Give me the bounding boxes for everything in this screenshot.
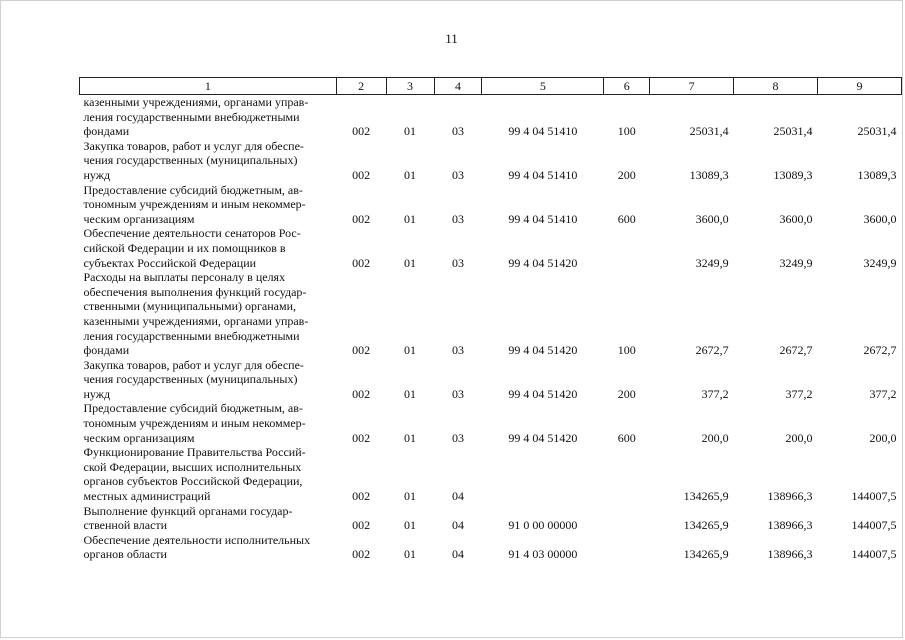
cell-c4: 03 <box>451 167 464 182</box>
cell-c4: 04 <box>451 518 464 533</box>
cell-c4: 03 <box>451 211 464 226</box>
cell-c9: 144007,5 <box>851 518 897 533</box>
row-name-line: нужд <box>83 167 111 182</box>
row-name-cell <box>80 183 337 227</box>
cell-c8: 200,0 <box>785 430 813 445</box>
column-header: 1 <box>80 78 337 95</box>
cell-c5: 99 4 04 51420 <box>508 430 578 445</box>
table-row <box>80 183 902 227</box>
cell-c8: 13089,3 <box>773 167 813 182</box>
table-body <box>80 95 902 563</box>
cell-c9: 13089,3 <box>857 167 897 182</box>
cell-c2: 002 <box>352 167 371 182</box>
cell-c5 <box>482 445 604 503</box>
cell-c7: 134265,9 <box>683 489 729 504</box>
cell-c5: 91 4 03 00000 <box>508 547 578 562</box>
cell-c9: 144007,5 <box>851 489 897 504</box>
row-name-line: чения государственных (муниципальных) <box>83 372 298 387</box>
cell-c6 <box>604 226 650 270</box>
row-name-line: Предоставление субсидий бюджетным, ав- <box>83 182 303 197</box>
cell-c7: 3600,0 <box>695 211 729 226</box>
cell-c9: 2672,7 <box>863 343 897 358</box>
row-name-line: Закупка товаров, работ и услуг для обеспе- <box>83 138 304 153</box>
column-header: 6 <box>604 78 650 95</box>
row-name-line: органов области <box>83 547 167 562</box>
table-row <box>80 504 902 533</box>
cell-c2: 002 <box>352 255 371 270</box>
row-name-line: Обеспечение деятельности исполнительных <box>83 532 311 547</box>
cell-c4: 03 <box>451 343 464 358</box>
cell-c8: 2672,7 <box>779 343 813 358</box>
row-name-line: ления государственными внебюджетными <box>83 109 300 124</box>
row-name-line: казенными учреждениями, органами управ- <box>83 313 309 328</box>
row-name-line: ления государственными внебюджетными <box>83 328 300 343</box>
table-row <box>80 139 902 183</box>
cell-c8: 138966,3 <box>767 489 813 504</box>
cell-c6: 100 <box>617 343 636 358</box>
cell-c3: 01 <box>404 518 417 533</box>
cell-c3: 01 <box>404 255 417 270</box>
cell-c7: 134265,9 <box>683 518 729 533</box>
table-row <box>80 445 902 503</box>
row-name-line: фондами <box>83 124 130 139</box>
row-name-line: тономным учреждениям и иным некоммер- <box>83 416 306 431</box>
cell-c7: 134265,9 <box>683 547 729 562</box>
cell-c9: 3249,9 <box>863 255 897 270</box>
row-name-line: тономным учреждениям и иным некоммер- <box>83 197 306 212</box>
row-name-line: Закупка товаров, работ и услуг для обеспе- <box>83 357 304 372</box>
column-header: 3 <box>386 78 434 95</box>
cell-c4: 03 <box>451 124 464 139</box>
row-name-line: ственной власти <box>83 518 168 533</box>
table-row <box>80 533 902 562</box>
cell-c5: 99 4 04 51420 <box>508 255 578 270</box>
cell-c4: 04 <box>451 489 464 504</box>
cell-c5: 99 4 04 51410 <box>508 167 578 182</box>
cell-c8: 138966,3 <box>767 547 813 562</box>
cell-c3: 01 <box>404 386 417 401</box>
cell-c2: 002 <box>352 430 371 445</box>
cell-c4: 03 <box>451 430 464 445</box>
cell-c6 <box>604 504 650 533</box>
row-name-line: органов субъектов Российской Федерации, <box>83 474 303 489</box>
column-header: 2 <box>336 78 386 95</box>
column-header: 4 <box>434 78 482 95</box>
cell-c6: 100 <box>617 124 636 139</box>
cell-c6: 600 <box>617 430 636 445</box>
cell-c9: 144007,5 <box>851 547 897 562</box>
row-name-line: субъектах Российской Федерации <box>83 255 257 270</box>
row-name-line: Предоставление субсидий бюджетным, ав- <box>83 401 303 416</box>
row-name-line: обеспечения выполнения функций государ- <box>83 284 307 299</box>
row-name-line: ческим организациям <box>83 211 195 226</box>
column-header: 8 <box>734 78 818 95</box>
cell-c3: 01 <box>404 211 417 226</box>
row-name-line: местных администраций <box>83 489 211 504</box>
cell-c4: 03 <box>451 255 464 270</box>
row-name-line: фондами <box>83 343 130 358</box>
column-header: 9 <box>818 78 902 95</box>
cell-c7: 377,2 <box>701 386 729 401</box>
cell-c3: 01 <box>404 167 417 182</box>
cell-c2: 002 <box>352 386 371 401</box>
cell-c6: 600 <box>617 211 636 226</box>
row-name-cell <box>80 445 337 503</box>
cell-c7: 3249,9 <box>695 255 729 270</box>
cell-c6: 200 <box>617 386 636 401</box>
row-name-line: сийской Федерации и их помощников в <box>83 240 286 255</box>
cell-c5: 91 0 00 00000 <box>508 518 578 533</box>
table-row <box>80 358 902 402</box>
table-row <box>80 270 902 358</box>
row-name-line: ской Федерации, высших исполнительных <box>83 459 302 474</box>
cell-c3: 01 <box>404 489 417 504</box>
table-row <box>80 226 902 270</box>
cell-c8: 3600,0 <box>779 211 813 226</box>
cell-c9: 200,0 <box>869 430 897 445</box>
cell-c9: 3600,0 <box>863 211 897 226</box>
row-name-cell <box>80 358 337 402</box>
row-name-line: Выполнение функций органами государ- <box>83 503 293 518</box>
cell-c2: 002 <box>352 343 371 358</box>
table-row <box>80 401 902 445</box>
cell-c8: 25031,4 <box>773 124 813 139</box>
cell-c3: 01 <box>404 343 417 358</box>
cell-c3: 01 <box>404 547 417 562</box>
cell-c7: 13089,3 <box>689 167 729 182</box>
cell-c2: 002 <box>352 518 371 533</box>
column-header: 5 <box>482 78 604 95</box>
row-name-line: Функционирование Правительства Россий- <box>83 445 306 460</box>
cell-c6 <box>604 445 650 503</box>
cell-c5: 99 4 04 51420 <box>508 386 578 401</box>
row-name-line: ческим организациям <box>83 430 195 445</box>
cell-c3: 01 <box>404 124 417 139</box>
cell-c5: 99 4 04 51410 <box>508 124 578 139</box>
column-header: 7 <box>650 78 734 95</box>
cell-c8: 138966,3 <box>767 518 813 533</box>
budget-table <box>79 77 902 562</box>
row-name-line: ственными (муниципальными) органами, <box>83 299 297 314</box>
cell-c9: 377,2 <box>869 386 897 401</box>
row-name-cell <box>80 226 337 270</box>
row-name-cell <box>80 504 337 533</box>
row-name-cell <box>80 401 337 445</box>
cell-c5: 99 4 04 51410 <box>508 211 578 226</box>
cell-c4: 03 <box>451 386 464 401</box>
cell-c6: 200 <box>617 167 636 182</box>
cell-c7: 25031,4 <box>689 124 729 139</box>
table-header-row <box>80 78 902 95</box>
cell-c8: 3249,9 <box>779 255 813 270</box>
cell-c2: 002 <box>352 124 371 139</box>
cell-c9: 25031,4 <box>857 124 897 139</box>
page-number: 11 <box>445 31 458 46</box>
cell-c8: 377,2 <box>785 386 813 401</box>
cell-c7: 2672,7 <box>695 343 729 358</box>
cell-c6 <box>604 533 650 562</box>
cell-c5: 99 4 04 51420 <box>508 343 578 358</box>
row-name-line: Расходы на выплаты персоналу в целях <box>83 270 286 285</box>
row-name-line: Обеспечение деятельности сенаторов Рос- <box>83 226 301 241</box>
row-name-cell <box>80 139 337 183</box>
cell-c4: 04 <box>451 547 464 562</box>
table-row <box>80 95 902 139</box>
cell-c2: 002 <box>352 489 371 504</box>
row-name-cell <box>80 95 337 139</box>
cell-c2: 002 <box>352 211 371 226</box>
row-name-cell <box>80 533 337 562</box>
cell-c2: 002 <box>352 547 371 562</box>
row-name-cell <box>80 270 337 358</box>
row-name-line: чения государственных (муниципальных) <box>83 153 298 168</box>
row-name-line: нужд <box>83 386 111 401</box>
cell-c7: 200,0 <box>701 430 729 445</box>
row-name-line: казенными учреждениями, органами управ- <box>83 95 309 109</box>
cell-c3: 01 <box>404 430 417 445</box>
